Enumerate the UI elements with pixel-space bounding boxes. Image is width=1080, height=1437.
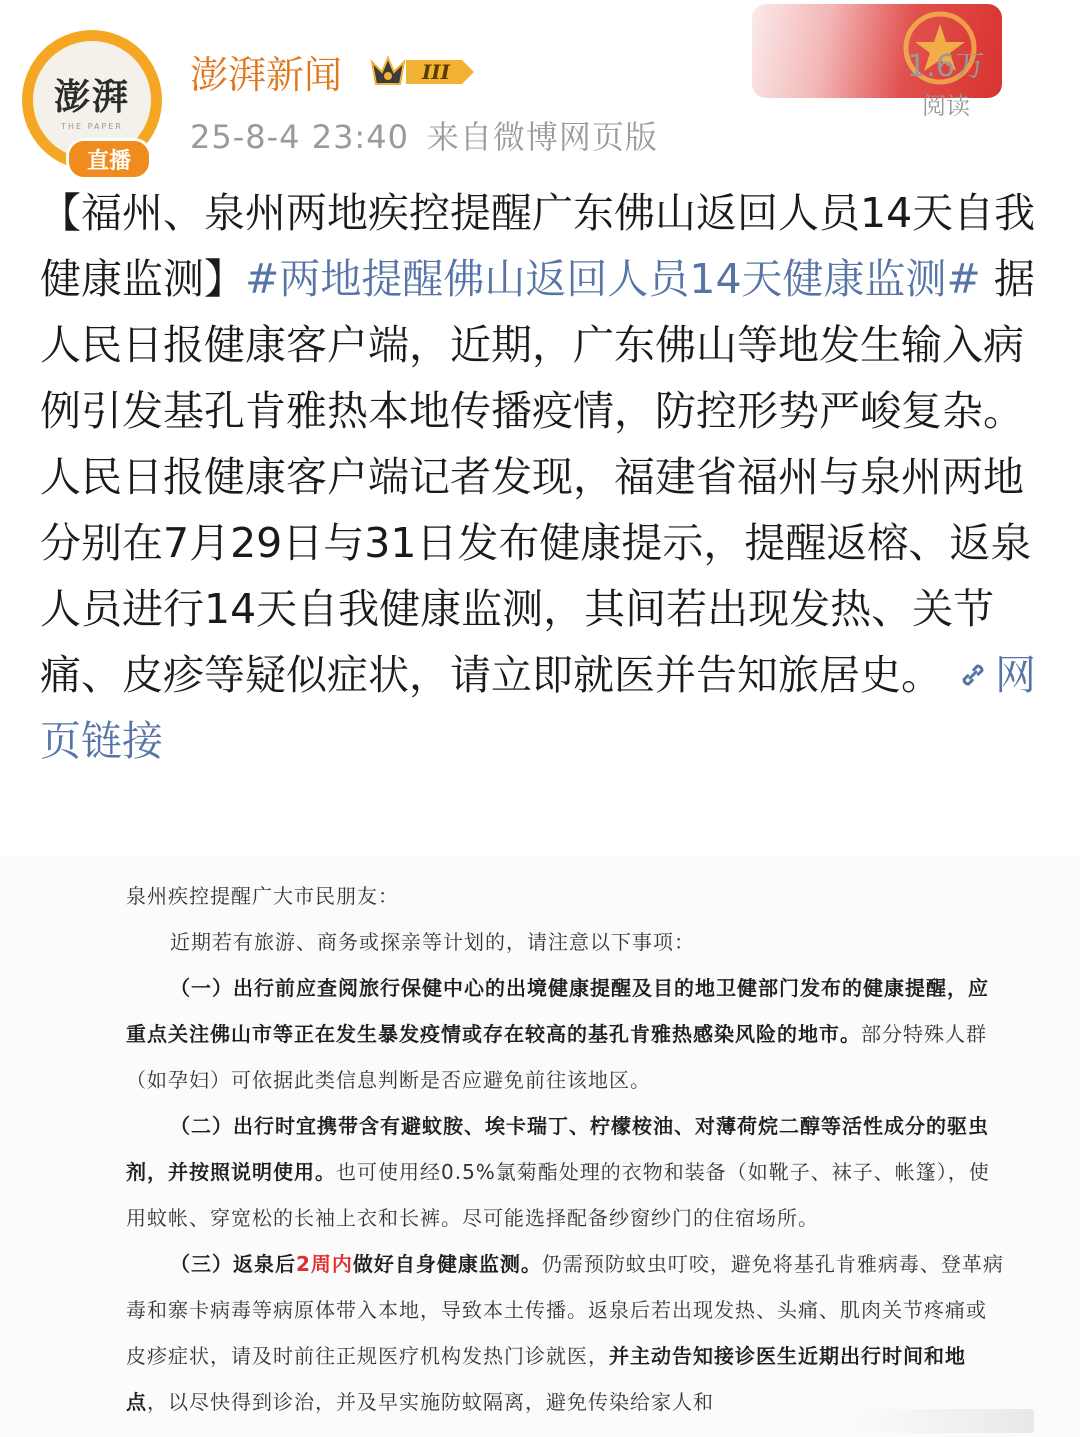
doc-item-3-tail: ，以尽快得到诊治，并及早实施防蚊隔离，避免传染给家人和 bbox=[147, 1390, 714, 1414]
watermark bbox=[854, 1409, 1034, 1433]
avatar[interactable] bbox=[22, 30, 168, 176]
live-badge[interactable]: 直播 bbox=[66, 138, 152, 180]
doc-item-3 bbox=[126, 1241, 1006, 1425]
post-body: 据人民日报健康客户端，近期，广东佛山等地发生输入病例引发基孔肯雅热本地传播疫情，防控形势严峻复杂。人民日报健康客户端记者发现，福建省福州与泉州两地分别在7月29日与31日发布健康提示，提醒返榕、返泉人员进行14天自我健康监测，其间若出现发热、关节痛、皮疹等疑似症状，请立即就医并告知旅居史。 bbox=[40, 255, 1035, 699]
link-icon bbox=[955, 657, 991, 693]
crown-level-badge-icon[interactable] bbox=[366, 52, 478, 92]
doc-item-3-rest: 仍需预防蚊虫叮咬，避免将基孔肯雅病毒、登革病毒和寨卡病毒等病原体带入本地，导致本土传播。返泉后若出现发热、头痛、肌肉关节疼痛或皮疹症状，请及时前往正规医疗机构发热门诊就医， bbox=[126, 1252, 1004, 1368]
document-text bbox=[126, 873, 1006, 1425]
doc-intro: 近期若有旅游、商务或探亲等计划的，请注意以下事项： bbox=[170, 930, 695, 954]
doc-item-3-bold-a: （三）返泉后 bbox=[170, 1252, 296, 1276]
doc-item-3-bold-c: 并主动告知接诊医生近期出行时间和地点 bbox=[126, 1344, 966, 1414]
doc-item-3-bold-b: 做好自身健康监测。 bbox=[352, 1252, 542, 1276]
doc-item-2-bold: （二）出行时宜携带含有避蚊胺、埃卡瑞丁、柠檬桉油、对薄荷烷二醇等活性成分的驱虫剂，并按照说明使用。 bbox=[126, 1114, 989, 1184]
doc-item-1-rest: 部分特殊人群（如孕妇）可依据此类信息判断是否应避免前往该地区。 bbox=[126, 1022, 987, 1092]
avatar-logo-subtext: THE PAPER bbox=[61, 122, 123, 131]
badge-level-text: III bbox=[421, 60, 451, 84]
hashtag-link[interactable]: #两地提醒佛山返回人员14天健康监测# bbox=[245, 255, 981, 303]
attached-document-image[interactable] bbox=[0, 855, 1080, 1437]
web-link-label: 网页链接 bbox=[40, 651, 1037, 765]
doc-item-2 bbox=[126, 1103, 1006, 1241]
doc-item-3-highlight: 2周内 bbox=[296, 1252, 353, 1276]
read-count: 1.6万 bbox=[907, 49, 985, 84]
post-title: 【福州、泉州两地疾控提醒广东佛山返回人员14天自我健康监测】 bbox=[40, 189, 1036, 303]
doc-item-1-bold: （一）出行前应查阅旅行保健中心的出境健康提醒及目的地卫健部门发布的健康提醒，应重点关注佛山市等正在发生暴发疫情或存在较高的基孔肯雅热感染风险的地市。 bbox=[126, 976, 989, 1046]
read-label: 阅读 bbox=[922, 92, 970, 120]
post-source: 来自微博网页版 bbox=[426, 118, 658, 156]
doc-item-2-rest: 也可使用经0.5%氯菊酯处理的衣物和装备（如靴子、袜子、帐篷），使用蚊帐、穿宽松的长袖上衣和长裤。尽可能选择配备纱窗纱门的住宿场所。 bbox=[126, 1160, 990, 1230]
post-time[interactable]: 25-8-4 23:40 bbox=[190, 118, 409, 156]
avatar-logo-text: 澎湃 bbox=[53, 76, 130, 118]
post-meta bbox=[190, 112, 658, 158]
doc-greeting: 泉州疾控提醒广大市民朋友： bbox=[126, 884, 399, 908]
doc-item-1 bbox=[126, 965, 1006, 1103]
account-name[interactable]: 澎湃新闻 bbox=[190, 53, 343, 97]
post-text bbox=[40, 180, 1040, 774]
